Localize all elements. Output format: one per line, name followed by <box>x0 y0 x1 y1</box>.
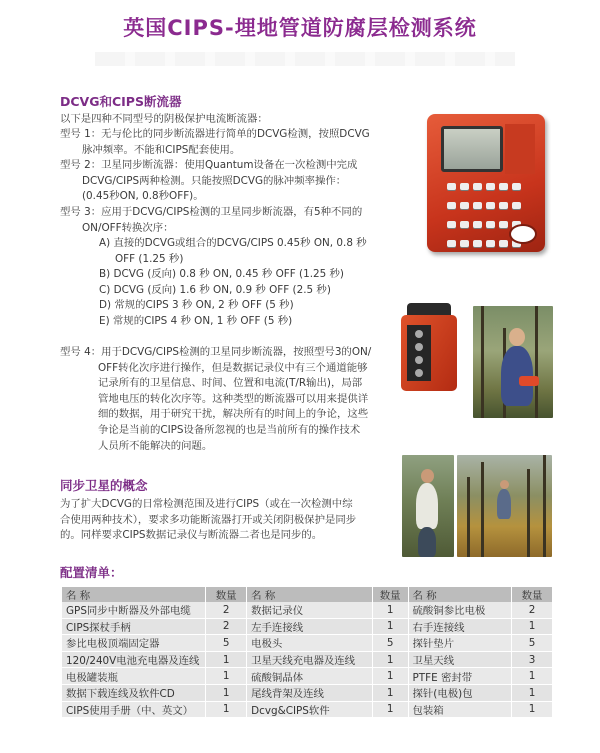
model-4-line: 人员所不能解决的问题。 <box>98 439 213 452</box>
item-quantity: 1 <box>372 684 408 701</box>
model-line: ON/OFF转换次序： <box>82 221 174 234</box>
item-quantity: 2 <box>512 602 553 618</box>
sync-satellite-line: 为了扩大DCVG的日常检测范围及进行CIPS（或在一次检测中综 <box>60 498 353 510</box>
table-row <box>62 684 553 701</box>
item-quantity: 3 <box>512 651 553 668</box>
item-name: GPS同步中断器及外部电缆 <box>62 602 206 618</box>
model-line: 型号 2：卫星同步断流器：使用Quantum设备在一次检测中完成 <box>60 159 358 172</box>
model-4-line: 细的数据，用于研究干扰，解决所有的时间上的争论，这些 <box>98 408 369 421</box>
col-qty-3: 数量 <box>512 587 553 602</box>
sync-satellite-line: 合使用两种技术），要求多功能断流器打开或关闭阴极保护是同步 <box>60 513 357 526</box>
sequence-option: D) 常规的CIPS 3 秒 ON, 2 秒 OFF (5 秒) <box>99 299 294 312</box>
sequence-option: C) DCVG (反向) 1.6 秒 ON, 0.9 秒 OFF (2.5 秒) <box>99 283 331 296</box>
item-quantity: 1 <box>512 701 553 718</box>
item-quantity: 1 <box>372 618 408 635</box>
model-4-line: OFF转化次序进行操作，但是数据记录仪中有三个通道能够 <box>98 361 368 374</box>
model-4-line: 型号 4：用于DCVG/CIPS检测的卫星同步断流器，按照型号3的ON/ <box>60 346 372 358</box>
table-row <box>62 618 553 635</box>
item-name: 包装箱 <box>408 701 511 718</box>
col-qty-1: 数量 <box>206 587 247 602</box>
item-name: 数据下载连线及软件CD <box>62 684 206 701</box>
model-line: 型号 3：应用于DCVG/CIPS检测的卫星同步断流器，有5种不同的 <box>60 205 363 218</box>
table-row <box>62 668 553 685</box>
item-name: 卫星天线充电器及连线 <box>247 651 373 668</box>
item-quantity: 5 <box>512 635 553 652</box>
table-row <box>62 701 553 718</box>
item-name: 电极头 <box>247 635 373 652</box>
item-name: 探针(电极)包 <box>408 684 511 701</box>
field-survey-photo-3 <box>457 455 552 557</box>
item-quantity: 1 <box>512 668 553 685</box>
model-line: 脉冲频率。不能和CIPS配套使用。 <box>82 143 241 156</box>
item-name: Dcvg&CIPS软件 <box>247 701 373 718</box>
item-quantity: 5 <box>372 635 408 652</box>
item-name: CIPS使用手册（中、英文） <box>62 701 206 718</box>
cips-data-logger-photo <box>413 112 551 262</box>
item-quantity: 1 <box>512 684 553 701</box>
item-quantity: 1 <box>372 701 408 718</box>
item-quantity: 1 <box>206 651 247 668</box>
col-name-1: 名 称 <box>62 587 206 602</box>
section-heading-interrupters: DCVG和CIPS断流器 <box>60 94 182 109</box>
sequence-option: OFF (1.25 秒) <box>115 252 184 265</box>
model-4-line: 记录所有的卫星信息、时间、位置和电流(T/R输出)，局部 <box>98 377 363 390</box>
item-name: 右手连接线 <box>408 618 511 635</box>
item-quantity: 1 <box>206 701 247 718</box>
field-survey-photo-2 <box>402 455 454 557</box>
sequence-option: E) 常规的CIPS 4 秒 ON, 1 秒 OFF (5 秒) <box>99 314 293 327</box>
config-table <box>62 587 553 718</box>
item-name: 硫酸铜晶体 <box>247 668 373 685</box>
model-4-line: 争论是当前的CIPS设备所忽视的也是当前所有的操作技术 <box>98 423 361 436</box>
item-name: CIPS探杖手柄 <box>62 618 206 635</box>
model-list <box>60 127 370 236</box>
item-quantity: 1 <box>206 668 247 685</box>
item-name: 电极罐装瓶 <box>62 668 206 685</box>
sequence-option: A) 直接的DCVG或组合的DCVG/CIPS 0.45秒 ON, 0.8 秒 <box>99 237 367 249</box>
table-row <box>62 635 553 652</box>
col-name-3: 名 称 <box>408 587 511 602</box>
sequence-option: B) DCVG (反向) 0.8 秒 ON, 0.45 秒 OFF (1.25 秒) <box>99 268 344 281</box>
item-quantity: 5 <box>206 635 247 652</box>
item-name: 硫酸铜参比电极 <box>408 602 511 618</box>
item-name: 数据记录仪 <box>247 602 373 618</box>
item-name: 左手连接线 <box>247 618 373 635</box>
item-quantity: 1 <box>372 668 408 685</box>
item-quantity: 1 <box>206 684 247 701</box>
table-row <box>62 651 553 668</box>
item-quantity: 1 <box>512 618 553 635</box>
item-name: 尾线背架及连线 <box>247 684 373 701</box>
sync-satellite-line: 的。同样要求CIPS数据记录仪与断流器二者也是同步的。 <box>60 529 323 542</box>
section1-intro: 以下是四种不同型号的阴极保护电流断流器： <box>60 113 268 125</box>
item-quantity: 2 <box>206 618 247 635</box>
item-name: 探针垫片 <box>408 635 511 652</box>
col-name-2: 名 称 <box>247 587 373 602</box>
item-quantity: 1 <box>372 651 408 668</box>
sequence-options-list <box>99 236 367 330</box>
model-line: (0.45秒ON, 0.8秒OFF)。 <box>82 190 204 203</box>
table-row <box>62 602 553 618</box>
item-name: PTFE 密封带 <box>408 668 511 685</box>
col-qty-2: 数量 <box>372 587 408 602</box>
page-title: 英国CIPS-埋地管道防腐层检测系统 <box>123 16 477 40</box>
model-line: 型号 1：无与伦比的同步断流器进行简单的DCVG检测，按照DCVG <box>60 128 370 140</box>
model-line: DCVG/CIPS两种检测。只能按照DCVG的脉冲频率操作： <box>82 174 347 187</box>
item-quantity: 2 <box>206 602 247 618</box>
sync-satellite-text <box>60 497 356 544</box>
item-name: 卫星天线 <box>408 651 511 668</box>
model-4-line: 管地电压的转化次序等。这种类型的断流器可以用来提供详 <box>98 392 369 405</box>
item-quantity: 1 <box>372 602 408 618</box>
section-heading-sync-satellite: 同步卫星的概念 <box>60 478 148 493</box>
section-heading-config-list: 配置清单： <box>60 565 123 580</box>
field-survey-photo-1 <box>473 306 553 418</box>
item-name: 参比电极顶端固定器 <box>62 635 206 652</box>
faded-subtitle-decoration <box>95 52 515 66</box>
item-name: 120/240V电池充电器及连线 <box>62 651 206 668</box>
table-header-row <box>62 587 553 602</box>
interrupter-device-photo <box>393 297 468 397</box>
model-4-description <box>60 345 371 454</box>
